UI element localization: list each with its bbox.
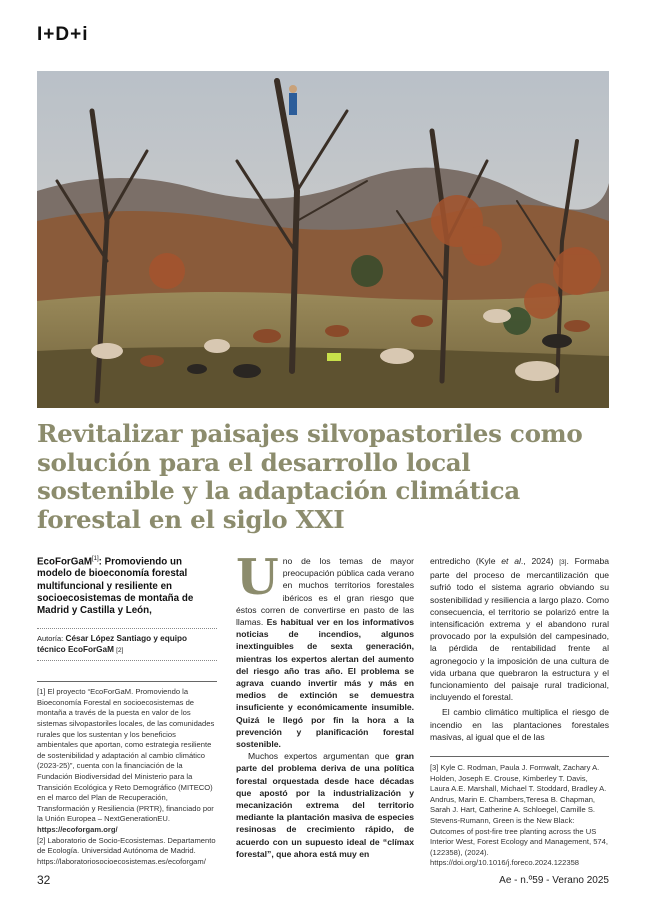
footnote-3: [3] Kyle C. Rodman, Paula J. Fornwalt, Zachary A. Holden, Joseph E. Crouse, Kimberley T. Davis, Laura A.E. Marshall, Michael T. Stoddard, Bradley A. Andrus, Marin E. Chambers,Teresa B. Chapman, Sarah J. Hart, Catherine A. Schloegel, Camille S. Stevens-Rumann, Green is the New Black: Outcomes of post-fire tree planting across the US Interior West, Forest Ecology and Management, 574, (122358), (2024). https://doi.org/10.1016/j.foreco.2024.122358 <box>430 763 608 868</box>
issue-info: Ae - n.º59 - Verano 2025 <box>499 875 609 886</box>
project-link[interactable]: https://ecoforgam.org/ <box>37 825 118 834</box>
body-paragraph-3: entredicho (Kyle et al., 2024) [3]. Formaba parte del proceso de mercantilización que sufrió todo el sistema agrario obviando su sostenibilidad y resiliencia a largo plazo. Como consecuencia, el territorio se polarizó entre la intensificación extrema y el abandono rural provocado por la expulsión del campesinado, la pérdida de rentabilidad frente al agronegocio y la imposición de una cultura de vida urbana que quebraron la estructura y el funcionamiento del paisaje rural tradicional, incluyendo el forestal. <box>430 556 610 703</box>
dotted-divider <box>37 660 217 661</box>
footnote-rule <box>37 681 217 682</box>
body-column-middle <box>236 548 414 860</box>
dotted-divider <box>37 628 217 629</box>
hero-photo <box>37 71 609 408</box>
article-title: Revitalizar paisajes silvopastoriles como solución para el desarrollo local sostenible y la adaptación climática forestal en el siglo XXI <box>37 419 583 534</box>
page-number: 32 <box>37 873 51 887</box>
body-column-right <box>430 555 609 869</box>
authors: Autoría: César López Santiago y equipo técnico EcoForGaM [2] <box>37 634 188 655</box>
section-tag: I+D+i <box>37 24 89 45</box>
intro-heading: EcoForGaM[1]: Promoviendo un modelo de bioeconomía forestal multifuncional y resiliente en socioecosistemas de montaña de Madrid y Castilla y León, <box>37 556 194 617</box>
body-paragraph-4: El cambio climático multiplica el riesgo de incendio en las plantaciones forestales masivas, al igual que el de las <box>430 707 609 742</box>
intro-column <box>37 553 217 867</box>
footnote-rule <box>430 756 609 757</box>
footnotes-right <box>430 763 609 869</box>
body-paragraph-1: no de los temas de mayor preocupación pública cada verano en muchos territorios forestales ibéricos es el gran riesgo que éstos corren de convertirse en pasto de las llamas. Es habitual ver en los informativos noticias de incendios, algunos inextinguibles de sexta generación, mientras los expertos alertan del aumento del riesgo año tras año. El problema se agrava cuando invertir más y más en medios de extinción se demuestra insuficiente y económicamente insumible. Quizá le llegó por fin la hora a la prevención y planificación forestal sostenible. <box>236 556 414 750</box>
body-paragraph-2: Muchos expertos argumentan que gran parte del problema deriva de una política forestal orquestada desde hace décadas que apostó por la industrialización y mecanización extrema del territorio mediante la plantación masiva de especies resinosas de crecimiento rápido, de acuerdo con un supuesto ideal de “clímax forestal”, que ahora está muy en <box>236 751 414 859</box>
footnote-1: [1] El proyecto “EcoForGaM. Promoviendo la Bioeconomía Forestal en socioecosistemas de montaña a través de la puesta en valor de los sistemas silvopastoriles locales, de las comunidades rurales que los sustentan y los beneficios ambientales que aportan, como estrategia resiliente de sostenibilidad y adaptación al cambio climático (2023-25)”, cuenta con la financiación de la Fundación Biodiversidad del Ministerio para la Transición Ecológica y Reto Demográfico (MITECO) en el marco del Plan de Recuperación, Transformación y Resiliencia (PRTR), financiado por la Unión Europea – NextGenerationEU. https://ecoforgam.org/ <box>37 687 215 834</box>
footnote-2: [2] Laboratorio de Socio-Ecosistemas. Departamento de Ecología. Universidad Autónoma de Madrid. https://laboratoriosocioecosistemas.es/ecoforgam/ <box>37 835 216 866</box>
footnotes-left <box>37 687 217 867</box>
drop-cap: U <box>236 548 279 606</box>
